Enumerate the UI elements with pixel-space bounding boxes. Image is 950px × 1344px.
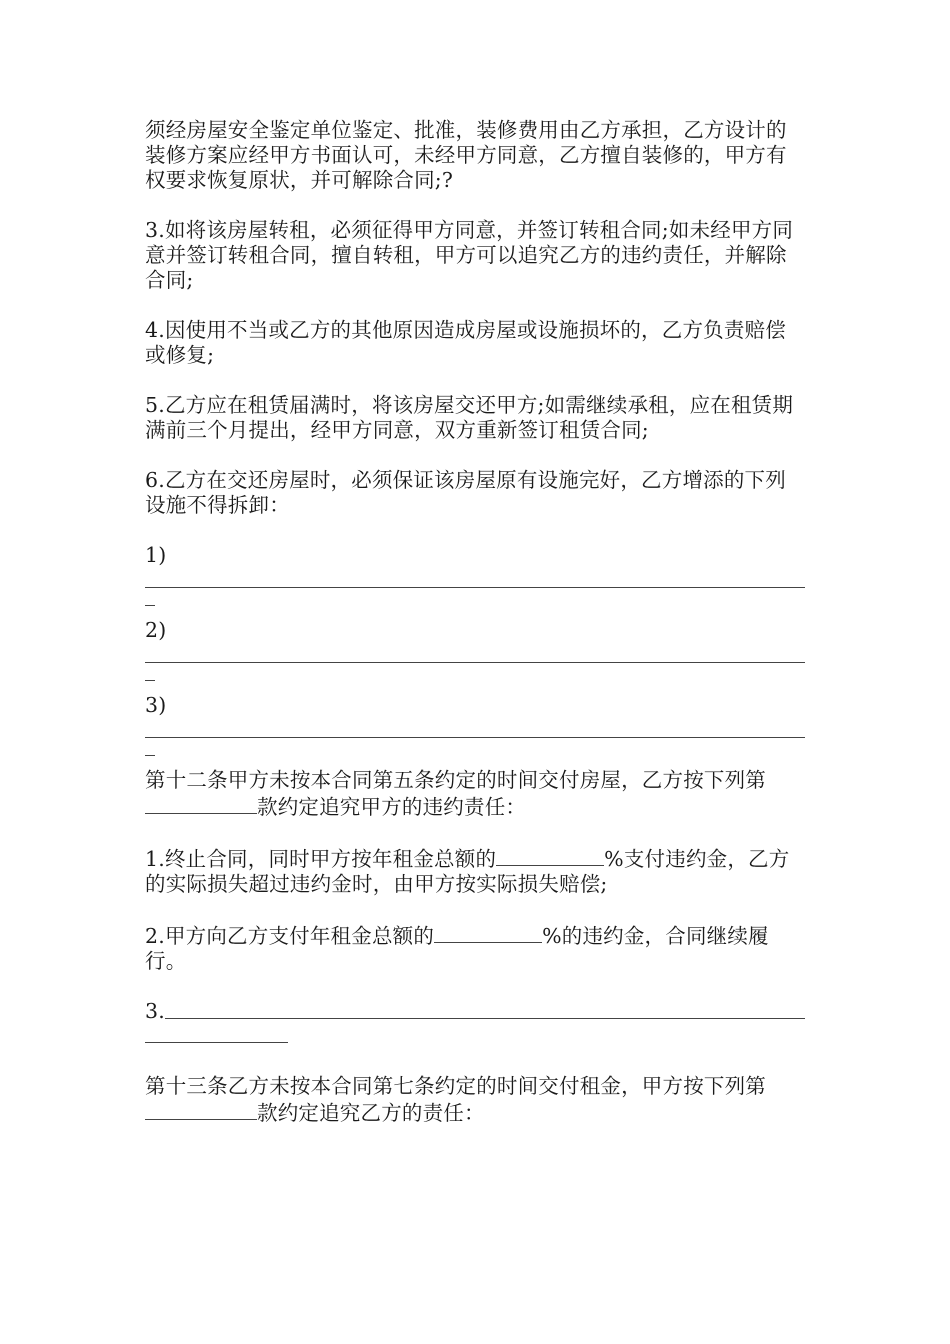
fill-in-line-continuation (145, 1042, 288, 1043)
paragraph-sublease: 3.如将该房屋转租，必须征得甲方同意，并签订转租合同;如未经甲方同意并签订转租合同，擅自转租，甲方可以追究乙方的违约责任，并解除合同; (145, 218, 794, 292)
clause-label: 3. (145, 999, 165, 1023)
article-12-clause-2 (145, 922, 805, 974)
fill-in-line (145, 737, 805, 738)
article-13-text-b: 款约定追究乙方的责任： (257, 1101, 485, 1125)
clause-text-a: 2.甲方向乙方支付年租金总额的 (145, 924, 435, 948)
article-12-clause-3 (145, 999, 805, 1049)
fill-in-line (145, 662, 805, 663)
item-label: 1) (145, 543, 167, 567)
facility-item-1 (145, 543, 805, 593)
paragraph-damage: 4.因使用不当或乙方的其他原因造成房屋或设施损坏的，乙方负责赔偿或修复; (145, 318, 786, 367)
facility-item-3 (145, 693, 805, 743)
clause-text-a: 1.终止合同，同时甲方按年租金总额的 (145, 847, 497, 871)
paragraph-facilities: 6.乙方在交还房屋时，必须保证该房屋原有设施完好，乙方增添的下列设施不得拆卸： (145, 468, 786, 517)
percent-blank (434, 922, 542, 943)
paragraph-return: 5.乙方应在租赁届满时，将该房屋交还甲方;如需继续承租，应在租赁期满前三个月提出，经甲方同意，双方重新签订租赁合同; (145, 393, 794, 442)
fill-in-line-stub (145, 680, 155, 681)
clause-text-b: %的违约金，合同继续履行。 (145, 924, 769, 973)
article-12-clause-1 (145, 845, 805, 897)
article-12-text-b: 款约定追究甲方的违约责任： (257, 795, 527, 819)
article-12-blank (145, 793, 257, 814)
fill-in-line-stub (145, 605, 155, 606)
clause-text-b: %支付违约金，乙方的实际损失超过违约金时，由甲方按实际损失赔偿; (145, 847, 790, 896)
percent-blank (496, 845, 604, 866)
item-label: 3) (145, 693, 167, 717)
paragraph-renovation: 须经房屋安全鉴定单位鉴定、批准，装修费用由乙方承担，乙方设计的装修方案应经甲方书面认可，未经甲方同意，乙方擅自装修的，甲方有权要求恢复原状，并可解除合同;? (145, 118, 787, 192)
fill-in-line-stub (145, 755, 155, 756)
item-label: 2) (145, 618, 167, 642)
fill-in-line (145, 587, 805, 588)
article-12 (145, 768, 805, 820)
article-12-text-a: 第十二条甲方未按本合同第五条约定的时间交付房屋，乙方按下列第 (145, 768, 766, 792)
article-13-blank (145, 1099, 257, 1120)
contract-body (145, 118, 805, 1151)
article-13-text-a: 第十三条乙方未按本合同第七条约定的时间交付租金，甲方按下列第 (145, 1074, 766, 1098)
fill-in-line (165, 1018, 805, 1019)
facility-item-2 (145, 618, 805, 668)
article-13 (145, 1074, 805, 1126)
